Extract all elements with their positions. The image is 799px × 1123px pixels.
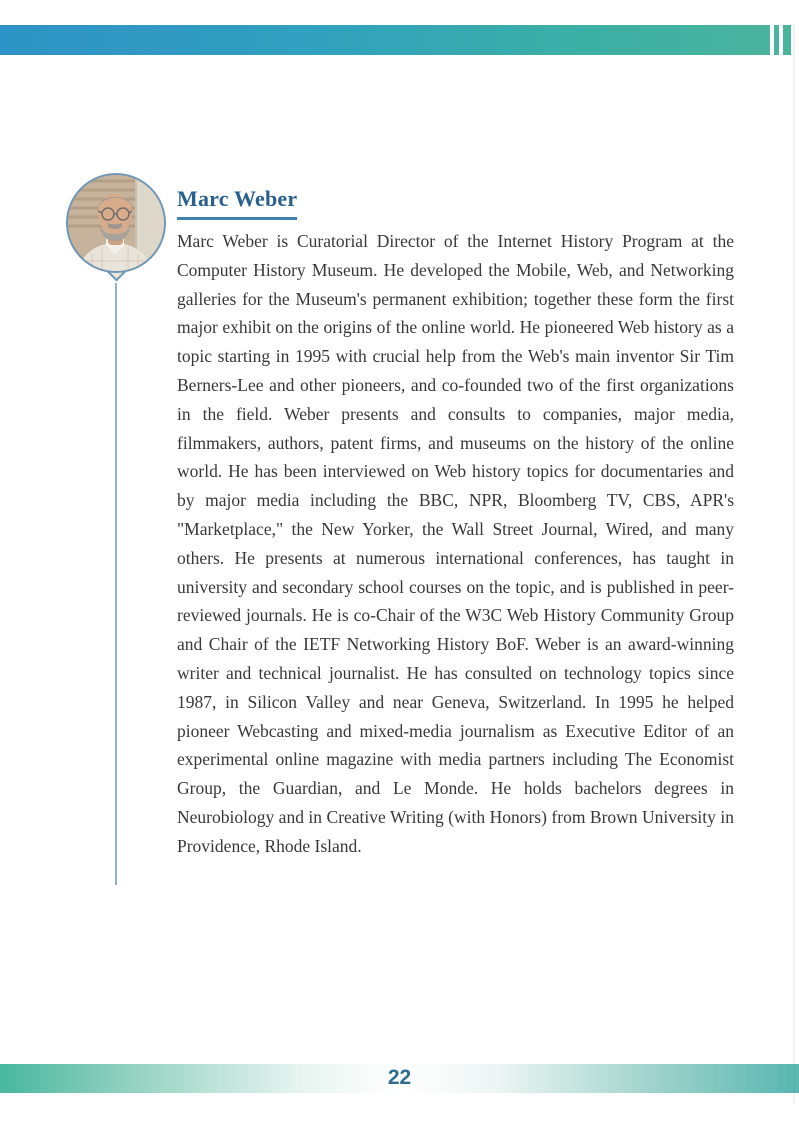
bar-stripe-gap [770,25,774,55]
avatar [66,173,166,273]
page-number: 22 [387,1066,412,1089]
portrait-photo-icon [68,175,164,271]
bio-heading: Marc Weber [177,186,297,220]
avatar-wrap [66,173,166,293]
bio-text: Marc Weber is Curatorial Director of the Internet History Program at the Computer History Museum. He developed the Mobile, Web, and Networking galleries for the Museum's permanent exhibition; together these form the first major exhibit on the origins of the online world. He pioneered Web history as a topic starting in 1995 with crucial help from the Web's main inventor Sir Tim Berners-Lee and other pioneers, and co-founded two of the first organizations in the field. Weber presents and consults to companies, major media, filmmakers, authors, patent firms, and museums on the history of the online world. He has been interviewed on Web history topics for documentaries and by major media including the BBC, NPR, Bloomberg TV, CBS, APR's "Marketplace," the New Yorker, the Wall Street Journal, Wired, and many others. He presents at numerous international conferences, has taught in university and secondary school courses on the topic, and is published in peer-reviewed journals. He is co-Chair of the W3C Web History Community Group and Chair of the IETF Networking History BoF. Weber is an award-winning writer and technical journalist. He has consulted on technology topics since 1987, in Silicon Valley and near Geneva, Switzerland. In 1995 he helped pioneer Webcasting and mixed-media journalism as Executive Editor of an experimental online magazine with media partners including The Economist Group, the Guardian, and Le Monde. He holds bachelors degrees in Neurobiology and in Creative Writing (with Honors) from Brown University in Providence, Rhode Island. [177,231,734,856]
vertical-rule [115,283,117,885]
bar-stripe-gap [779,25,783,55]
top-decoration-bar [0,25,791,55]
page-edge-shadow [793,24,795,1103]
